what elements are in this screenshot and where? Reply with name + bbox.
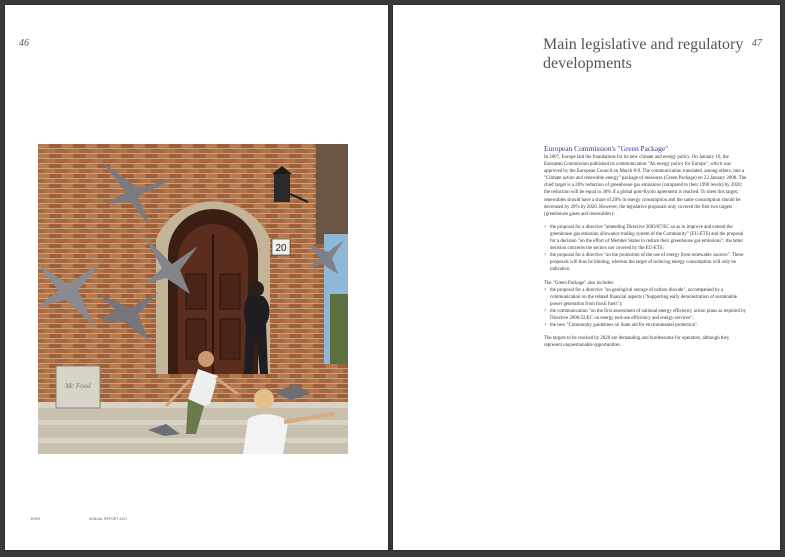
list-item: > the proposal for a directive "on the promotion of the use of energy from renewable sources". These proposals will thus be binding, whereas the target of reducing energy consumption will only be indicative. [544,252,747,273]
paragraph-targets: The targets to be reached by 2020 are demanding and burdensome for operators, although they represent unquestionable opportunities. [544,336,730,349]
page-title: Main legislative and regulatory developments [543,36,744,72]
pigeons-photo [38,144,348,454]
list-item: > the new "Community guidelines on State aid for environmental protection". [544,322,747,329]
left-page [5,5,388,550]
section-heading: European Commission's "Green Package" [544,144,669,153]
left-footer-code: ENES [31,517,41,521]
right-page-number: 47 [752,38,762,49]
left-page-number: 46 [19,38,29,49]
list-item: > the communication "on the first assessment of national energy efficiency action plans as required by Directive 2006/32/EC on energy end-use efficiency and energy services"; [544,308,747,322]
paragraph-intro: In 2007, Europe laid the foundations for its new climate and energy policy. On January 10, the European Commission published its communication "An energy policy for Europe", which was approved by the European Council on March 8-9. The communication translated, among others, into a "Climate action and renewable energy" package of measures (Green Package) on 23 January 2008. The chief target is a 20% reduction of greenhouse gas emissions (compared to their 1990 levels) by 2020; the reduction will be equal to 30% if a global post-Kyoto agreement is reached. To meet this target, renewables should have a share of 20% in energy consumption and the same consumption should be decreased by 20% by 2020. However, the legislative proposals only covered the first two targets (greenhouse gases and renewables): [544,155,747,217]
paragraph-also-includes: The "Green Package" also includes: [544,280,615,286]
article-body [544,144,747,355]
wall-plaque: Mc Food [65,382,91,390]
left-footer-report: ANNUAL REPORT 2007 [89,517,128,521]
proposal-list [544,224,747,274]
list-item: > the proposal for a directive "on geological storage of carbon dioxide", accompanied by a communication on the related financial aspects ("Supporting early demonstration of sustainable power generation from fossil fuels"); [544,287,747,308]
house-number-sign: 20 [275,243,287,254]
list-item: > the proposal for a directive "amending Directive 2003/87/EC so as to improve and extend the greenhouse gas emission allowance trading system of the Community" (EU-ETS) and the proposal for a decision "on the effort of Member States to reduce their greenhouse gas emissions"; the latter decision concerns the sectors not covered by the EU-ETS; [544,224,747,252]
right-page [393,5,780,550]
package-list [544,287,747,330]
